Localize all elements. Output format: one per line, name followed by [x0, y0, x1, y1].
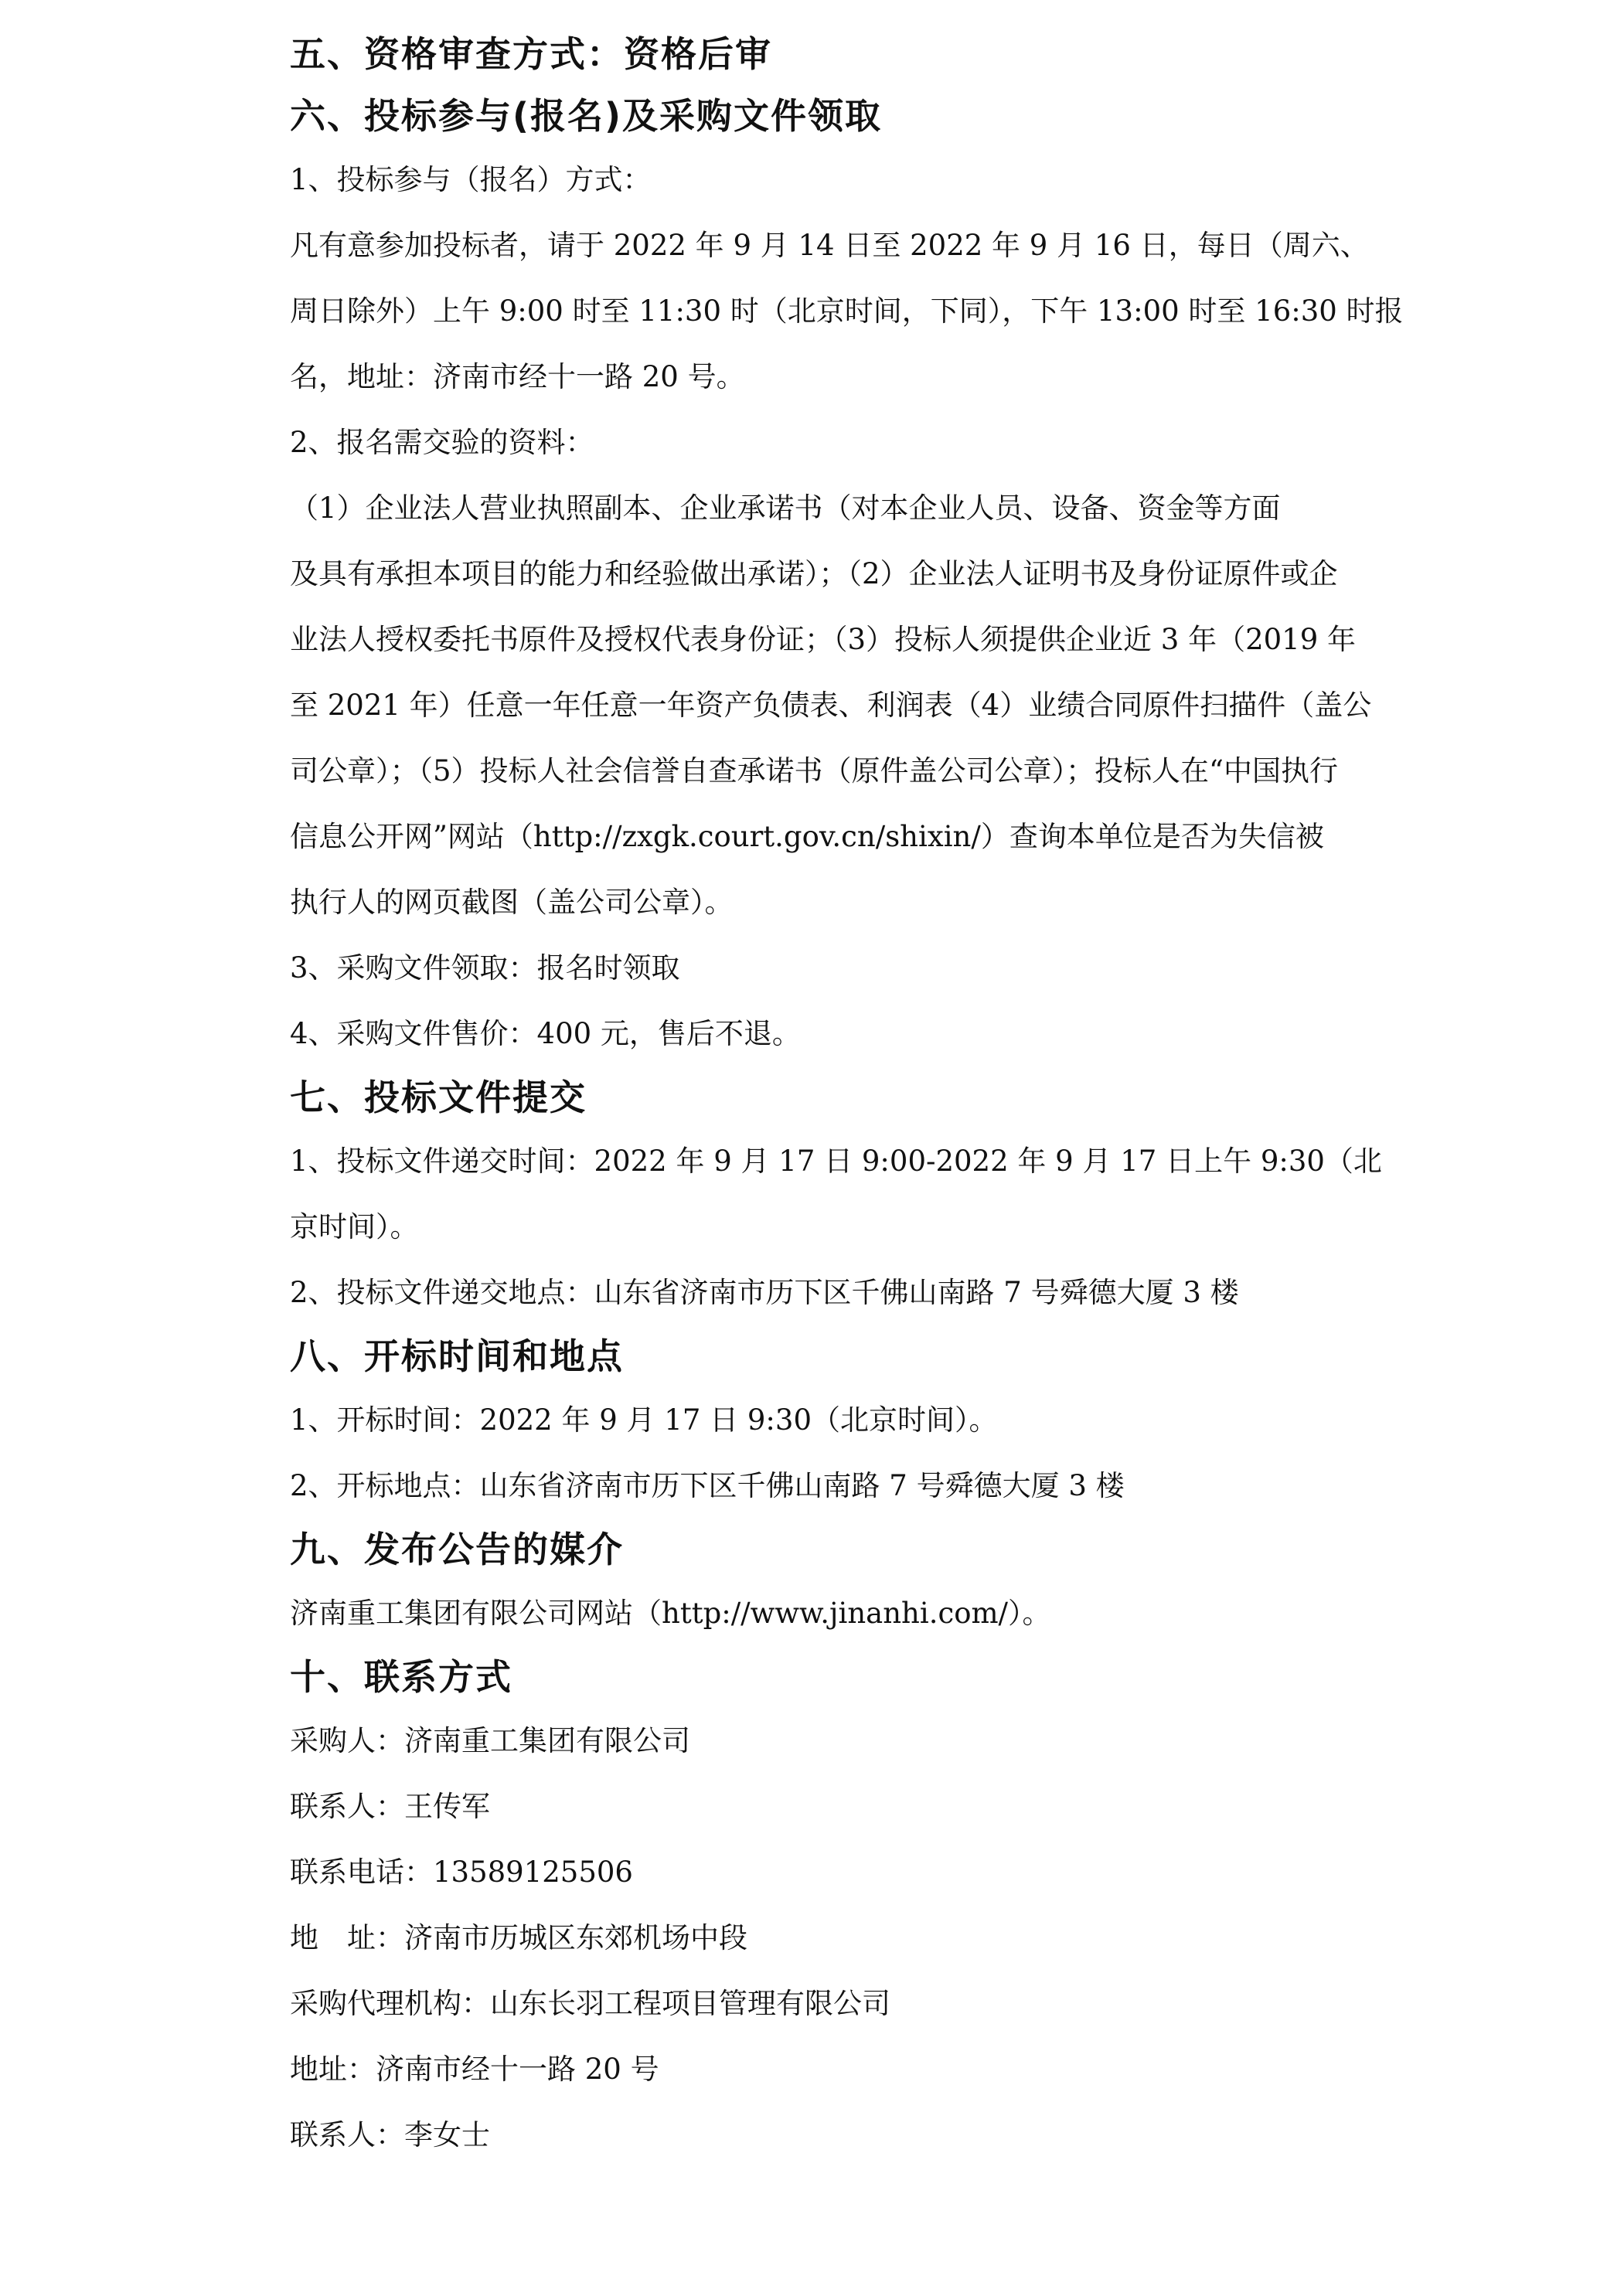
s8-item2: 2、开标地点：山东省济南市历下区千佛山南路 7 号舜德大厦 3 楼: [290, 1469, 1125, 1502]
s7-item2: 2、投标文件递交地点：山东省济南市历下区千佛山南路 7 号舜德大厦 3 楼: [290, 1276, 1239, 1309]
s6-item2-line: 业法人授权委托书原件及授权代表身份证；（3）投标人须提供企业近 3 年（2019 年: [290, 623, 1357, 656]
s6-item2-line: 执行人的网页截图（盖公司公章）。: [290, 886, 734, 919]
s6-item2-line: 至 2021 年）任意一年任意一年资产负债表、利润表（4）业绩合同原件扫描件（盖公: [290, 689, 1372, 722]
s6-item2-line: 司公章）；（5）投标人社会信誉自查承诺书（原件盖公司公章）；投标人在“中国执行: [290, 754, 1338, 787]
s10-address: 地 址：济南市历城区东郊机场中段: [290, 1921, 747, 1954]
s6-item1-body: [290, 213, 1434, 410]
section-5-heading: 五、资格审查方式：资格后审: [290, 33, 772, 75]
s10-agency-address: 地址：济南市经十一路 20 号: [290, 2053, 659, 2086]
s7-item1-line: 京时间）。: [290, 1210, 419, 1243]
s6-item1-line: 名，地址：济南市经十一路 20 号。: [290, 360, 745, 393]
s10-purchaser: 采购人：济南重工集团有限公司: [290, 1724, 690, 1757]
s6-item2-line: 信息公开网”网站（http://zxgk.court.gov.cn/shixin/）查询本单位是否为失信被: [290, 820, 1324, 853]
s6-item3: 3、采购文件领取：报名时领取: [290, 951, 680, 985]
s6-item1-line: 周日除外）上午 9:00 时至 11:30 时（北京时间，下同），下午 13:00 时至 16:30 时报: [290, 294, 1404, 328]
s10-phone: 联系电话：13589125506: [290, 1856, 633, 1889]
s10-contact: 联系人：王传军: [290, 1790, 490, 1823]
document-content: [290, 23, 1434, 2168]
s6-item2-body: [290, 475, 1434, 935]
section-8-heading: 八、开标时间和地点: [290, 1335, 624, 1377]
section-9-heading: 九、发布公告的媒介: [290, 1529, 624, 1570]
s9-line: 济南重工集团有限公司网站（http://www.jinanhi.com/）。: [290, 1597, 1051, 1630]
section-10-heading: 十、联系方式: [290, 1656, 512, 1698]
s7-item1-line: 1、投标文件递交时间：2022 年 9 月 17 日 9:00-2022 年 9 月 17 日上午 9:30（北: [290, 1145, 1382, 1178]
section-7-heading: 七、投标文件提交: [290, 1077, 587, 1118]
section-6-heading: 六、投标参与(报名)及采购文件领取: [290, 95, 883, 137]
s6-item2-line: （1）企业法人营业执照副本、企业承诺书（对本企业人员、设备、资金等方面: [290, 492, 1281, 525]
s10-agency-contact: 联系人：李女士: [290, 2118, 490, 2151]
s7-item1-body: [290, 1128, 1434, 1260]
s10-agency: 采购代理机构：山东长羽工程项目管理有限公司: [290, 1987, 890, 2020]
s6-item4: 4、采购文件售价：400 元，售后不退。: [290, 1017, 801, 1050]
s6-item1-line: 凡有意参加投标者，请于 2022 年 9 月 14 日至 2022 年 9 月 16 日，每日（周六、: [290, 229, 1369, 262]
s8-item1: 1、开标时间：2022 年 9 月 17 日 9:30（北京时间）。: [290, 1403, 998, 1437]
s6-item2-title: 2、报名需交验的资料：: [290, 426, 594, 459]
s6-item2-line: 及具有承担本项目的能力和经验做出承诺）；（2）企业法人证明书及身份证原件或企: [290, 557, 1338, 590]
s6-item1-title: 1、投标参与（报名）方式：: [290, 163, 652, 196]
